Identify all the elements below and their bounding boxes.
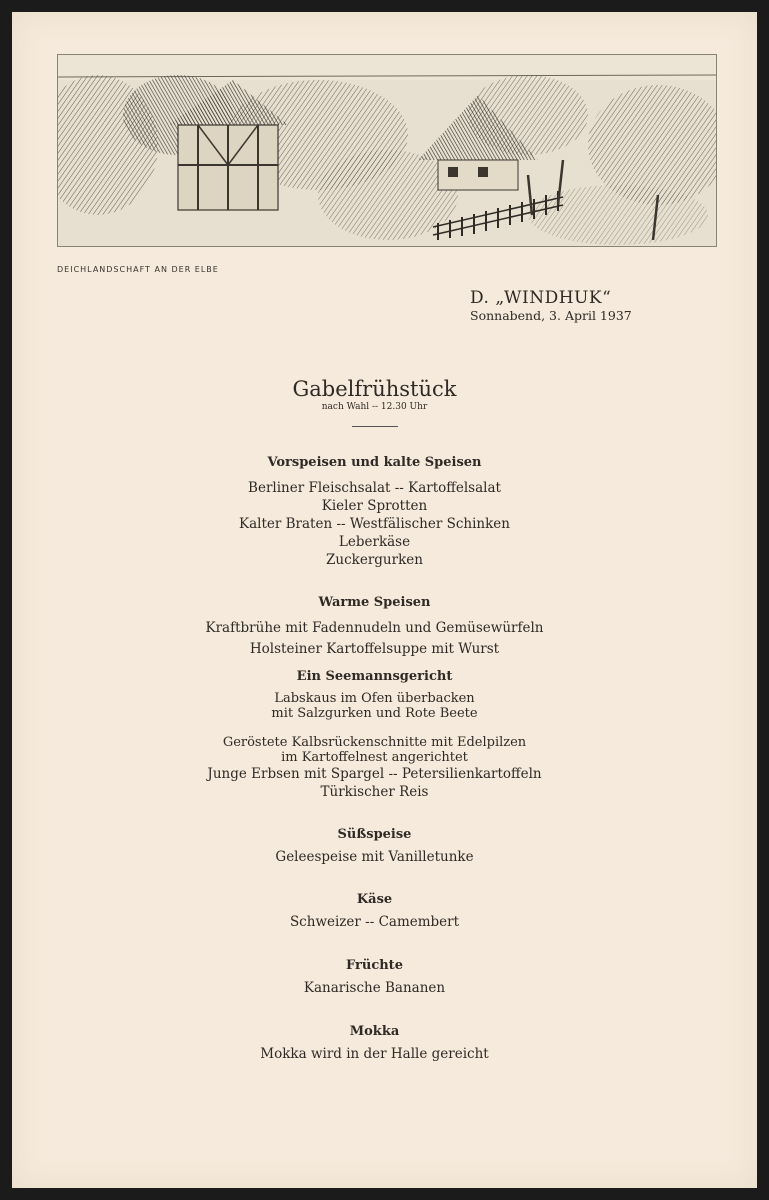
section-heading-vorspeisen: Vorspeisen und kalte Speisen xyxy=(267,455,482,470)
menu-item: Junge Erbsen mit Spargel -- Petersilienkartoffeln xyxy=(207,766,542,782)
menu-title: Gabelfrühstück xyxy=(292,377,457,401)
menu-item: im Kartoffelnest angerichtet xyxy=(281,750,468,765)
menu-item: Kanarische Bananen xyxy=(303,980,446,996)
menu-item: Türkischer Reis xyxy=(320,784,429,800)
menu-item: Mokka wird in der Halle gereicht xyxy=(260,1046,489,1062)
ship-name: D. „WINDHUK“ xyxy=(470,288,612,308)
title-divider xyxy=(352,426,398,427)
voyage-date: Sonnabend, 3. April 1937 xyxy=(470,308,632,323)
menu-item: Kalter Braten -- Westfälischer Schinken xyxy=(239,516,510,532)
menu-card xyxy=(12,12,757,1188)
menu-item: Zuckergurken xyxy=(326,552,423,568)
menu-item: Labskaus im Ofen überbacken xyxy=(274,691,475,706)
menu-item: mit Salzgurken und Rote Beete xyxy=(271,706,478,721)
menu-item: Leberkäse xyxy=(338,534,411,550)
section-heading-seemann: Ein Seemannsgericht xyxy=(296,669,453,684)
voyage-header xyxy=(470,288,632,324)
section-heading-kaese: Käse xyxy=(356,892,393,907)
section-heading-suess: Süßspeise xyxy=(337,827,412,842)
menu-item: Schweizer -- Camembert xyxy=(289,914,460,930)
menu-item: Berliner Fleischsalat -- Kartoffelsalat xyxy=(248,480,501,496)
menu-item: Kieler Sprotten xyxy=(321,498,428,514)
menu-item: Kraftbrühe mit Fadennudeln und Gemüsewürfeln xyxy=(205,620,544,636)
section-heading-warme: Warme Speisen xyxy=(318,595,431,610)
section-heading-mokka: Mokka xyxy=(349,1024,400,1039)
etching-caption: DEICHLANDSCHAFT AN DER ELBE xyxy=(57,265,219,274)
menu-item: Geröstete Kalbsrückenschnitte mit Edelpilzen xyxy=(222,735,527,750)
menu-item: Geleespeise mit Vanilletunke xyxy=(275,849,474,865)
section-heading-fruechte: Früchte xyxy=(346,958,403,973)
landscape-etching xyxy=(57,54,717,247)
menu-subtitle: nach Wahl -- 12.30 Uhr xyxy=(321,402,428,412)
menu-item: Holsteiner Kartoffelsuppe mit Wurst xyxy=(249,641,500,657)
